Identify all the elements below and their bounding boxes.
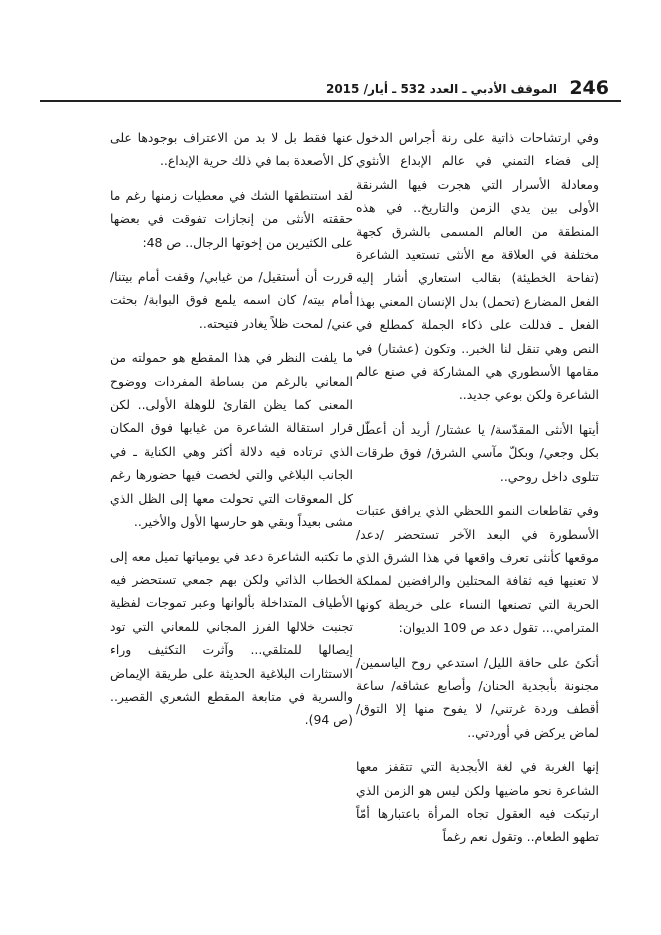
header-divider xyxy=(40,100,621,102)
page-number: 246 xyxy=(569,77,609,99)
issue-info: الموقف الأدبي ـ العدد 532 ـ أيار/ 2015 xyxy=(325,82,557,96)
paragraph: إنها الغربة في لغة الأبجدية التي تتقفز معها الشاعرة نحو ماضيها ولكن ليس هو الزمن الذي ارتبكت فيه العقول تجاه المرأة باعتبارها أمّاً تطهو الطعام.. وتقول نعم رغماً xyxy=(356,759,599,845)
paragraph: أتكئ على حافة الليل/ استدعي روح الياسمين/ مجنونة بأبجدية الحنان/ وأصابع عشاقه/ ساعة أقطف وردة غرتني/ لا يفوح منها إلا التوق/ لماض يركض في أوردتي.. xyxy=(356,654,599,740)
paragraph: عنها فقط بل لا بد من الاعتراف بوجودها على كل الأصعدة بما في ذلك حرية الإبداع.. xyxy=(110,130,353,169)
text-column-left xyxy=(110,126,353,743)
text-column-right xyxy=(356,126,599,860)
paragraph: لقد استنطقها الشك في معطيات زمنها رغم ما حققته الأنثى من إنجازات تفوقت في بعضها على الكثيرين من إخوتها الرجال.. ص 48: xyxy=(110,187,353,250)
paragraph: وفي ارتشاحات ذاتية على رنة أجراس الدخول إلى فضاء التمني في عالم الإبداع الأنثوي ومعادلة الأسرار التي هجرت فيها الشرنقة الأولى بين يدي الزمن والتاريخ.. في هذه المنطقة من العالم المسمى بالشرق كجهة مختلفة في العلاقة مع الأنثى تستعيد الشاعرة (تفاحة الخطيئة) بقالب استعاري أشار إليه الفعل المضارع (تحمل) بدل الإنسان المعني بهذا الفعل ـ فدللت على ذكاء الجملة كمطلع في النص وهي تنقل لنا الخبر.. وتكون (عشتار) في مقامها الأسطوري هي المشاركة في صنع عالم الشاعرة ولكن بوعي جديد.. xyxy=(356,130,599,403)
paragraph: ما تكتبه الشاعرة دعد في يومياتها تميل معه إلى الخطاب الذاتي ولكن بهم جمعي تستحضر فيه الأطياف المتداخلة بألوانها وعبر تموجات لفظية تجنبت خلالها الفرز المجاني للمعاني التي تود إيصالها للمتلقي... وآثرت التكثيف وراء الاستثارات البلاغية الحديثة على طريقة الإيماض والسرية في متابعة المقطع الشعري القصير.. (ص 94). xyxy=(110,548,353,728)
page-header xyxy=(40,76,621,100)
paragraph: وفي تقاطعات النمو اللحظي الذي يرافق عتبات الأسطورة في البعد الآخر تستحضر /دعد/ موقعها كأنثى تعرف واقعها في هذا الشرق الذي لا تعنيها فيه ثقافة المحتلين والرافضين لمملكة الحرية التي تصنعها النساء على خريطة كونها المترامي... تقول دعد ص 109 الديوان: xyxy=(356,503,599,636)
paragraph: أيتها الأنثى المقدّسة/ يا عشتار/ أريد أن أعطّل بكل وجعي/ وبكلّ مآسي الشرق/ فوق طرقات تتلوى داخل روحي.. xyxy=(356,421,599,484)
paragraph: ما يلفت النظر في هذا المقطع هو حمولته من المعاني بالرغم من بساطة المفردات ووضوح المعنى كما يظن القارئ للوهلة الأولى.. لكن قرار استقالة الشاعرة من غيابها فوق المكان الذي ترتاده فيه دلالة أكثر وهي الكناية ـ في الجانب البلاغي والتي لخصت فيها حضورها رغم كل المعوقات التي تحولت معها إلى الظل الذي مشى بعيداً وبقي هو حارسها الأول والأخير.. xyxy=(110,350,353,530)
paragraph: قررت أن أستقيل/ من غيابي/ وقفت أمام بيتنا/ أمام بيته/ كان اسمه يلمع فوق البوابة/ بحثت عني/ لمحت ظلاً يغادر فتيحته.. xyxy=(110,269,353,331)
